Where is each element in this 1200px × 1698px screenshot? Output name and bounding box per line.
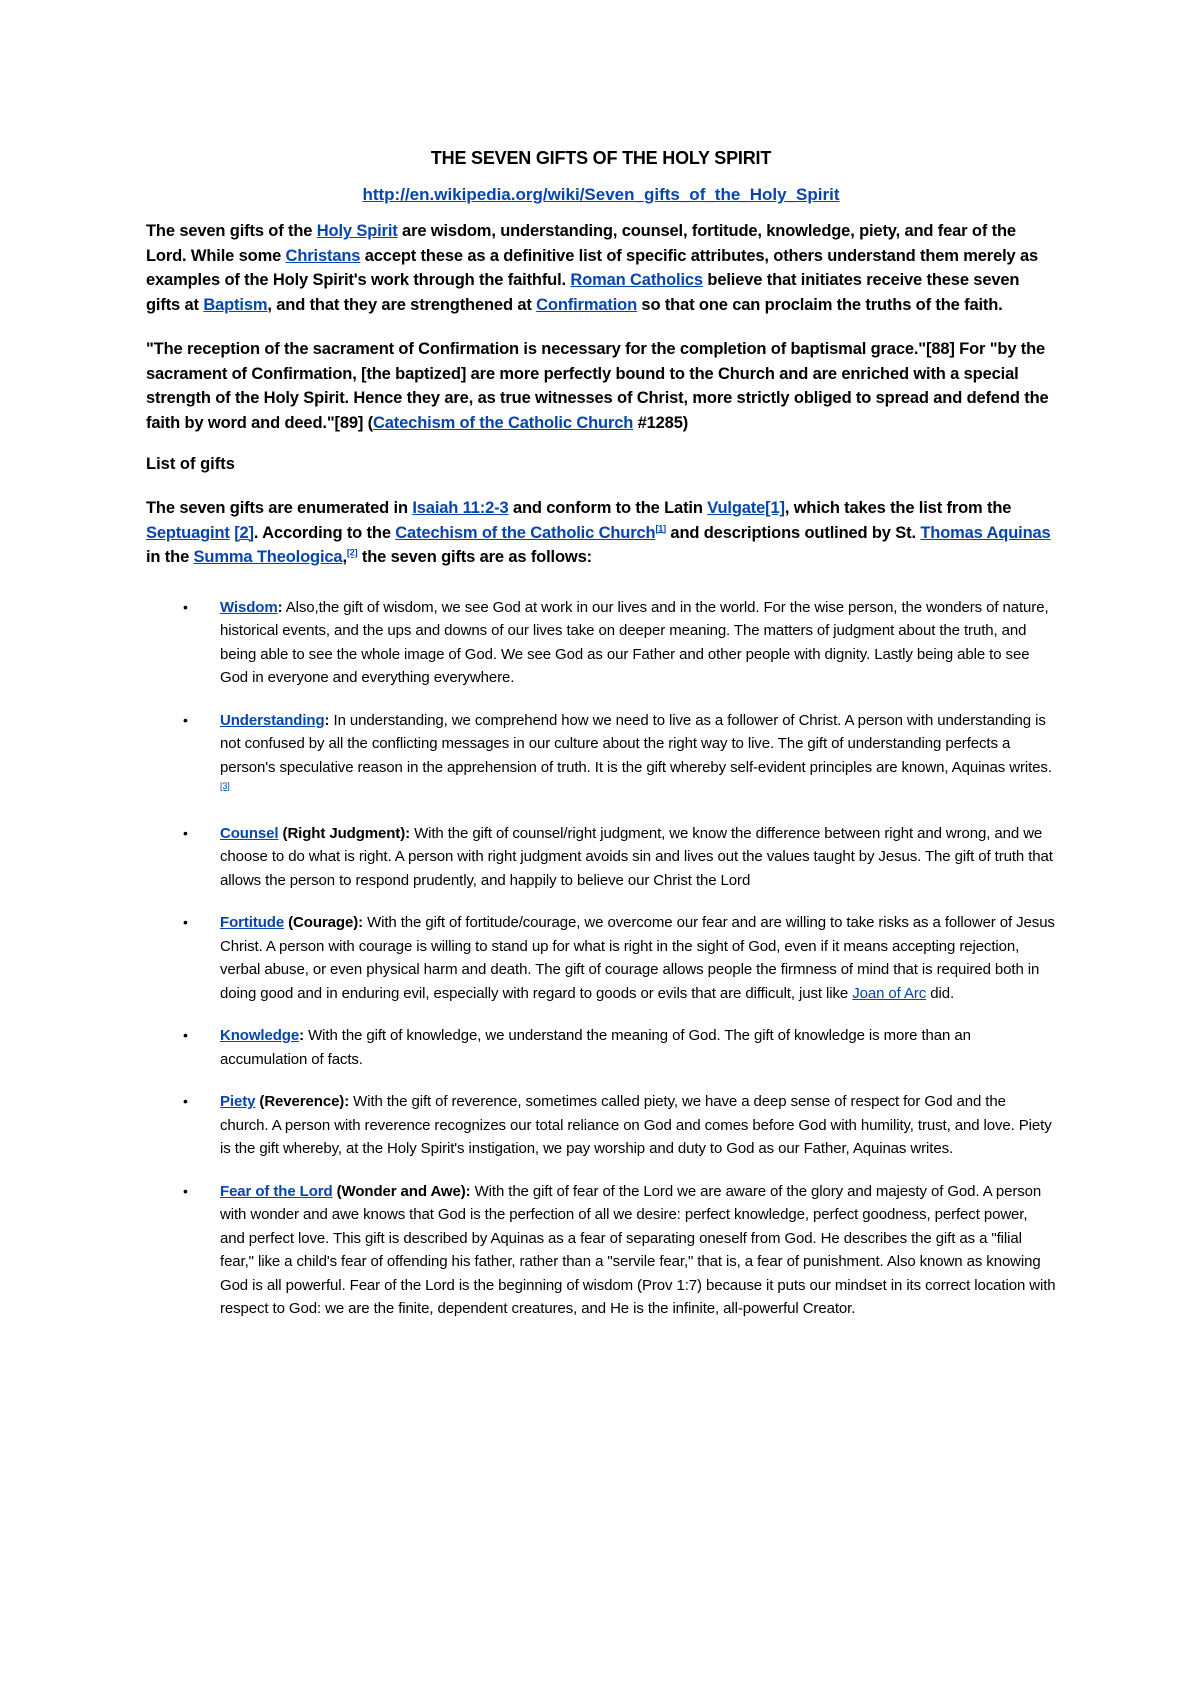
christans-link[interactable]: Christans bbox=[285, 246, 361, 265]
gift-description: Also,the gift of wisdom, we see God at work in our lives and in the world. For the wise person, the wonders of nature, historical events, and the ups and downs of our lives take on deeper meaning. The matters of judgment about the truth, and being able to see the whole image of God. We see God as our Father and other people with dignity. Lastly being able to see God in everyone and everything everywhere. bbox=[220, 598, 1049, 686]
gift-colon: : bbox=[324, 711, 330, 729]
enumeration-text: . According to the bbox=[253, 523, 396, 542]
fear-of-the-lord-link[interactable]: Fear of the Lord bbox=[220, 1182, 333, 1200]
footnote-2-link[interactable]: [2] bbox=[346, 547, 358, 558]
roman-catholics-link[interactable]: Roman Catholics bbox=[570, 271, 703, 289]
enumeration-text: , which takes the list from the bbox=[784, 499, 1012, 517]
enumeration-text: and descriptions outlined by St. bbox=[666, 523, 921, 542]
footnote-1-link[interactable]: [1] bbox=[655, 523, 666, 533]
list-item bbox=[146, 1090, 1056, 1161]
baptism-link[interactable]: Baptism bbox=[203, 295, 268, 314]
intro-text: are wisdom, understanding, counsel, fortitude, knowledge, piety, and fear of the Lord. While some bbox=[146, 222, 1016, 265]
gift-colon: : bbox=[299, 1027, 305, 1044]
isaiah-link[interactable]: Isaiah 11:2-3 bbox=[412, 499, 509, 517]
quote-text: #1285) bbox=[633, 413, 689, 432]
intro-text: The seven gifts of the bbox=[146, 222, 317, 240]
holy-spirit-link[interactable]: Holy Spirit bbox=[316, 222, 398, 240]
gift-subtitle: (Reverence): bbox=[255, 1093, 350, 1110]
gift-description: With the gift of fear of the Lord we are aware of the glory and majesty of God. A person with wonder and awe knows that God is the perfection of all we desire: perfect knowledge, perfect goodness, perfect power, and perfect love. This gift is described by Aquinas as a fear of separating oneself from God. He describes the gift as a "filial fear," like a child's fear of offending his father, rather than a "servile fear," that is, a fear of punishment. Also known as knowing God is all powerful. Fear of the Lord is the beginning of wisdom (Prov 1:7) because it puts our mindset in its correct location with respect to God: we are the finite, dependent creatures, and He is the infinite, all-powerful Creator. bbox=[220, 1182, 1056, 1317]
bullet-icon: • bbox=[183, 1027, 188, 1043]
gift-description-tail: did. bbox=[926, 984, 955, 1002]
gift-description: With the gift of fortitude/courage, we overcome our fear and are willing to take risks as a follower of Jesus Christ. A person with courage is willing to stand up for what is right in the sight of God, even if it means accepting rejection, verbal abuse, or even physical harm and death. The gift of courage allows people the firmness of mind that is required both in doing good and in enduring evil, especially with regard to goods or evils that are difficult, just like bbox=[220, 914, 1055, 1002]
fortitude-link[interactable]: Fortitude bbox=[220, 914, 285, 931]
list-heading: List of gifts bbox=[146, 455, 235, 473]
enumeration-text: The seven gifts are enumerated in bbox=[146, 499, 413, 517]
enumeration-paragraph bbox=[146, 496, 1056, 570]
gift-description: With the gift of reverence, sometimes called piety, we have a deep sense of respect for God and the church. A person with reverence recognizes our total reliance on God and comes before God with humility, trust, and love. Piety is the gift whereby, at the Holy Spirit's instigation, we pay worship and duty to God as our Father, Aquinas writes. bbox=[220, 1093, 1052, 1157]
list-item bbox=[146, 596, 1056, 690]
confirmation-link[interactable]: Confirmation bbox=[536, 295, 637, 314]
thomas-aquinas-link[interactable]: Thomas Aquinas bbox=[920, 523, 1051, 542]
bullet-icon: • bbox=[183, 1182, 188, 1199]
gift-description: With the gift of counsel/right judgment, we know the difference between right and wrong, and we choose to do what is right. A person with right judgment avoids sin and lives out the values taught by Jesus. The gift of truth that allows the person to respond prudently, and happily to believe our Christ the Lord bbox=[220, 824, 1053, 889]
bullet-icon: • bbox=[183, 711, 188, 728]
quote-text: "The reception of the sacrament of Confirmation is necessary for the completion of baptismal grace."[88] For "by the sacrament of Confirmation, [the baptized] are more perfectly bound to the Church and are enriched with a special strength of the Holy Spirit. Hence they are, as true witnesses of Christ, more strictly obliged to spread and defend the faith by word and deed."[89] ( bbox=[146, 340, 1049, 432]
septuagint-link[interactable]: Septuagint bbox=[146, 523, 230, 542]
wisdom-link[interactable]: Wisdom bbox=[220, 598, 278, 616]
joan-of-arc-link[interactable]: Joan of Arc bbox=[852, 984, 927, 1002]
enumeration-text: and conform to the Latin bbox=[508, 499, 708, 517]
counsel-link[interactable]: Counsel bbox=[220, 824, 279, 842]
intro-text: believe that initiates receive these seven gifts at bbox=[146, 271, 1020, 314]
catechism-link-2[interactable]: Catechism of the Catholic Church bbox=[395, 523, 656, 542]
intro-text: accept these as a definitive list of specific attributes, others understand them merely as examples of the Holy Spirit's work through the faithful. bbox=[146, 246, 1039, 289]
gift-subtitle: (Courage): bbox=[284, 914, 363, 931]
enumeration-text: , bbox=[342, 548, 347, 566]
knowledge-link[interactable]: Knowledge bbox=[220, 1027, 300, 1044]
gift-description: With the gift of knowledge, we understand the meaning of God. The gift of knowledge is more than an accumulation of facts. bbox=[220, 1027, 971, 1068]
understanding-link[interactable]: Understanding bbox=[220, 711, 325, 729]
list-item bbox=[146, 911, 1056, 1005]
bullet-icon: • bbox=[183, 824, 188, 841]
source-url-link[interactable]: http://en.wikipedia.org/wiki/Seven_gifts_of_the_Holy_Spirit bbox=[362, 185, 840, 204]
intro-paragraph bbox=[146, 219, 1056, 317]
bullet-icon: • bbox=[183, 1093, 188, 1109]
enumeration-text: in the bbox=[146, 548, 194, 566]
bullet-icon: • bbox=[183, 598, 188, 615]
list-item bbox=[146, 1024, 1056, 1071]
gift-colon: : bbox=[277, 598, 283, 616]
gift-subtitle: (Wonder and Awe): bbox=[332, 1182, 471, 1200]
list-item bbox=[146, 822, 1056, 893]
quote-paragraph bbox=[146, 337, 1056, 435]
enumeration-text: the seven gifts are as follows: bbox=[357, 548, 592, 566]
list-item bbox=[146, 1180, 1056, 1321]
footnote-3-link[interactable]: [3] bbox=[220, 781, 230, 791]
intro-text: so that one can proclaim the truths of the faith. bbox=[637, 295, 1003, 314]
document-page bbox=[146, 148, 1056, 1340]
gift-subtitle: (Right Judgment): bbox=[278, 824, 410, 842]
gifts-list bbox=[146, 596, 1056, 1321]
source-line bbox=[146, 185, 1056, 205]
summa-theologica-link[interactable]: Summa Theologica bbox=[193, 548, 343, 566]
citation-2-link[interactable]: [2] bbox=[234, 523, 254, 542]
gift-description: In understanding, we comprehend how we need to live as a follower of Christ. A person with understanding is not confused by all the conflicting messages in our culture about the right way to live. The gift of understanding perfects a person's speculative reason in the apprehension of truth. It is the gift whereby self-evident principles are known, Aquinas writes. bbox=[220, 711, 1052, 776]
list-item bbox=[146, 709, 1056, 803]
intro-text: , and that they are strengthened at bbox=[267, 295, 537, 314]
vulgate-link[interactable]: Vulgate[1] bbox=[707, 499, 785, 517]
catechism-link[interactable]: Catechism of the Catholic Church bbox=[373, 413, 634, 432]
piety-link[interactable]: Piety bbox=[220, 1093, 256, 1110]
document-title: THE SEVEN GIFTS OF THE HOLY SPIRIT bbox=[430, 148, 772, 168]
bullet-icon: • bbox=[183, 914, 188, 930]
